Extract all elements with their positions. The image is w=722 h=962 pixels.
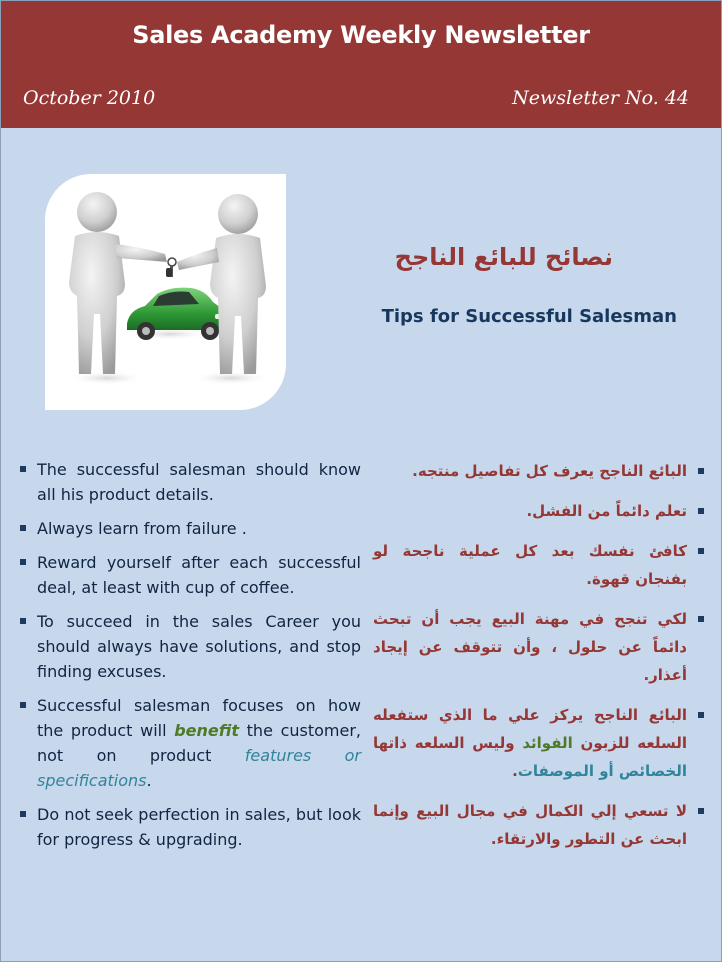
tips-list-arabic: [373, 457, 705, 865]
tip-text: .: [512, 762, 518, 780]
list-item: [19, 609, 361, 684]
list-item: [373, 497, 705, 525]
list-item: [19, 693, 361, 793]
tip-text: وليس السلعه ذاتها: [373, 734, 523, 752]
square-bullet-icon: [698, 712, 704, 718]
tip-text: تعلم دائماً من الفشل.: [526, 502, 687, 520]
highlight-features: features or specifications: [37, 746, 361, 790]
tip-text: لكي تنجح في مهنة البيع يجب أن تبحث دائماً عن حلول ، وأن تتوقف عن إيجاد أعذار.: [373, 610, 687, 684]
square-bullet-icon: [20, 702, 26, 708]
tip-text: البائع الناجح يركز علي ما الذي ستفعله السلعه للزبون: [373, 706, 687, 752]
list-item: [373, 457, 705, 485]
newsletter-header: [1, 1, 721, 128]
highlight-features: الخصائص أو الموصفات: [517, 762, 687, 780]
salesman-illustration: [45, 174, 286, 410]
square-bullet-icon: [20, 559, 26, 565]
list-item: [19, 457, 361, 507]
issue-date: October 2010: [23, 87, 156, 109]
tip-text: Do not seek perfection in sales, but look for progress & upgrading.: [37, 805, 361, 849]
tip-text: Successful salesman focuses on how the product will: [37, 696, 361, 740]
tip-text: the customer, not on product: [37, 721, 362, 765]
square-bullet-icon: [20, 525, 26, 531]
list-item: [19, 516, 361, 541]
highlight-benefit: benefit: [174, 721, 239, 740]
salesman-handing-car-keys-icon: [45, 174, 286, 410]
list-item: [373, 797, 705, 853]
tip-text: كافئ نفسك بعد كل عملية ناجحة لو بفنجان قهوة.: [373, 542, 687, 588]
square-bullet-icon: [698, 808, 704, 814]
list-item: [373, 701, 705, 785]
tip-text: The successful salesman should know all his product details.: [37, 460, 361, 504]
tip-text: البائع الناجح يعرف كل تفاصيل منتجه.: [412, 462, 687, 480]
square-bullet-icon: [20, 811, 26, 817]
heading-arabic: نصائح للبائع الناجح: [394, 243, 613, 271]
tip-text: Always learn from failure .: [37, 519, 247, 538]
tip-text: Reward yourself after each successful deal, at least with cup of coffee.: [37, 553, 361, 597]
square-bullet-icon: [20, 618, 26, 624]
tips-list-english: [19, 457, 361, 861]
list-item: [19, 802, 361, 852]
heading-english: Tips for Successful Salesman: [381, 306, 677, 327]
list-item: [373, 537, 705, 593]
square-bullet-icon: [20, 466, 26, 472]
tip-text: .: [146, 771, 152, 790]
square-bullet-icon: [698, 508, 704, 514]
highlight-benefit: الفوائد: [522, 734, 573, 752]
issue-number: Newsletter No. 44: [512, 87, 689, 109]
list-item: [373, 605, 705, 689]
tip-text: لا تسعي إلي الكمال في مجال البيع وإنما ابحث عن التطور والارتقاء.: [373, 802, 687, 848]
tip-text: To succeed in the sales Career you should always have solutions, and stop finding excuses.: [37, 612, 361, 681]
list-item: [19, 550, 361, 600]
square-bullet-icon: [698, 548, 704, 554]
newsletter-title: Sales Academy Weekly Newsletter: [132, 21, 590, 49]
square-bullet-icon: [698, 468, 704, 474]
square-bullet-icon: [698, 616, 704, 622]
